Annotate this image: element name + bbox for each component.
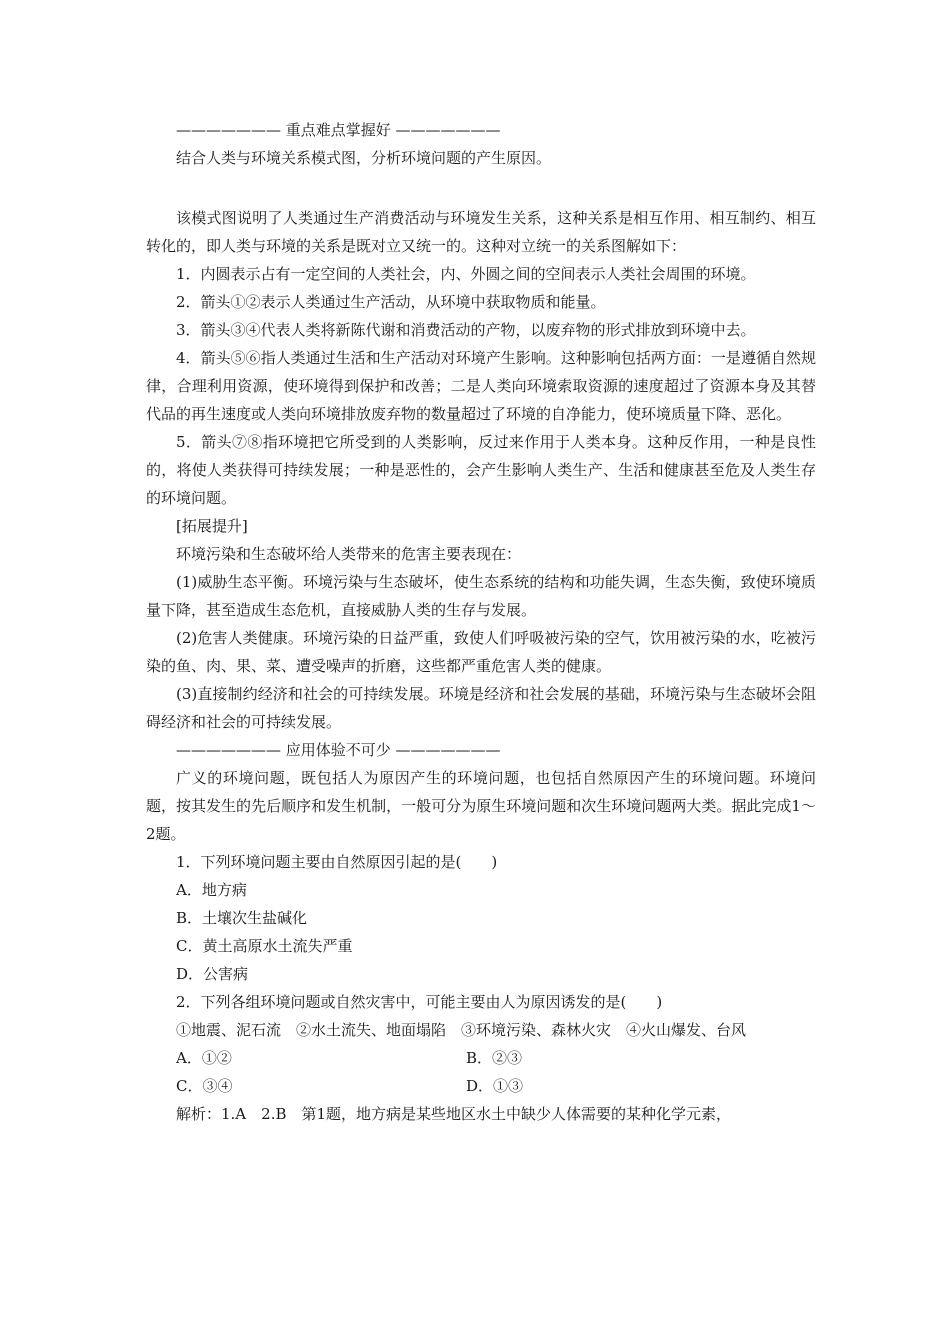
harm-1: (1)威胁生态平衡。环境污染与生态破坏，使生态系统的结构和功能失调，生态失衡，致使环境质量下降，甚至造成生态危机，直接威胁人类的生存与发展。 (146, 573, 816, 619)
question-2-stem: 2．下列各组环境问题或自然灾害中，可能主要由人为原因诱发的是( ) (176, 993, 663, 1011)
section-header-practice: ——————— 应用体验不可少 ——————— (176, 741, 501, 759)
question-2-items: ①地震、泥石流 ②水土流失、地面塌陷 ③环境污染、森林火灾 ④火山爆发、台风 (176, 1021, 747, 1039)
explanation-paragraph: 该模式图说明了人类通过生产消费活动与环境发生关系，这种关系是相互作用、相互制约、相互转化的，即人类与环境的关系是既对立又统一的。这种对立统一的关系图解如下： (146, 209, 816, 255)
question-2-option-b: B．②③ (466, 1049, 523, 1067)
diagram-gap (146, 172, 816, 204)
question-2-option-c: C．③④ (176, 1077, 233, 1095)
question-1-option-c: C．黄土高原水土流失严重 (176, 937, 353, 955)
question-1-option-b: B．土壤次生盐碱化 (176, 909, 308, 927)
question-2-option-d: D．①③ (466, 1077, 524, 1095)
question-2-option-a: A．①② (176, 1049, 232, 1067)
point-4: 4．箭头⑤⑥指人类通过生活和生产活动对环境产生影响。这种影响包括两方面：一是遵循自然规律，合理利用资源，使环境得到保护和改善；二是人类向环境索取资源的速度超过了资源本身及其替代品的再生速度或人类向环境排放废弃物的数量超过了环境的自净能力，使环境质量下降、恶化。 (146, 349, 816, 423)
section-header-key-points: ——————— 重点难点掌握好 ——————— (176, 121, 501, 139)
document-page (146, 116, 816, 1128)
harm-2: (2)危害人类健康。环境污染的日益严重，致使人们呼吸被污染的空气，饮用被污染的水，吃被污染的鱼、肉、果、菜、遭受噪声的折磨，这些都严重危害人类的健康。 (146, 629, 816, 675)
point-3: 3．箭头③④代表人类将新陈代谢和消费活动的产物，以废弃物的形式排放到环境中去。 (176, 321, 756, 339)
question-1-option-d: D．公害病 (176, 965, 249, 983)
harm-3: (3)直接制约经济和社会的可持续发展。环境是经济和社会发展的基础，环境污染与生态破坏会阻碍经济和社会的可持续发展。 (146, 685, 816, 731)
analysis: 解析：1.A 2.B 第1题，地方病是某些地区水土中缺少人体需要的某种化学元素， (176, 1105, 732, 1123)
passage: 广义的环境问题，既包括人为原因产生的环境问题，也包括自然原因产生的环境问题。环境问题，按其发生的先后顺序和发生机制，一般可分为原生环境问题和次生环境问题两大类。据此完成1～2题。 (146, 769, 816, 843)
expand-intro: 环境污染和生态破坏给人类带来的危害主要表现在： (176, 545, 522, 563)
point-5: 5．箭头⑦⑧指环境把它所受到的人类影响，反过来作用于人类本身。这种反作用，一种是良性的，将使人类获得可持续发展；一种是恶性的，会产生影响人类生产、生活和健康甚至危及人类生存的环境问题。 (146, 433, 816, 507)
question-1-stem: 1．下列环境问题主要由自然原因引起的是( ) (176, 853, 498, 871)
point-2: 2．箭头①②表示人类通过生产活动，从环境中获取物质和能量。 (176, 293, 606, 311)
question-2-options-row-2 (146, 1072, 816, 1100)
question-1-option-a: A．地方病 (176, 881, 247, 899)
point-1: 1．内圆表示占有一定空间的人类社会，内、外圆之间的空间表示人类社会周围的环境。 (176, 265, 756, 283)
question-2-options-row-1 (146, 1044, 816, 1072)
expand-title: [拓展提升] (176, 517, 248, 535)
intro-question: 结合人类与环境关系模式图，分析环境问题的产生原因。 (176, 149, 552, 167)
